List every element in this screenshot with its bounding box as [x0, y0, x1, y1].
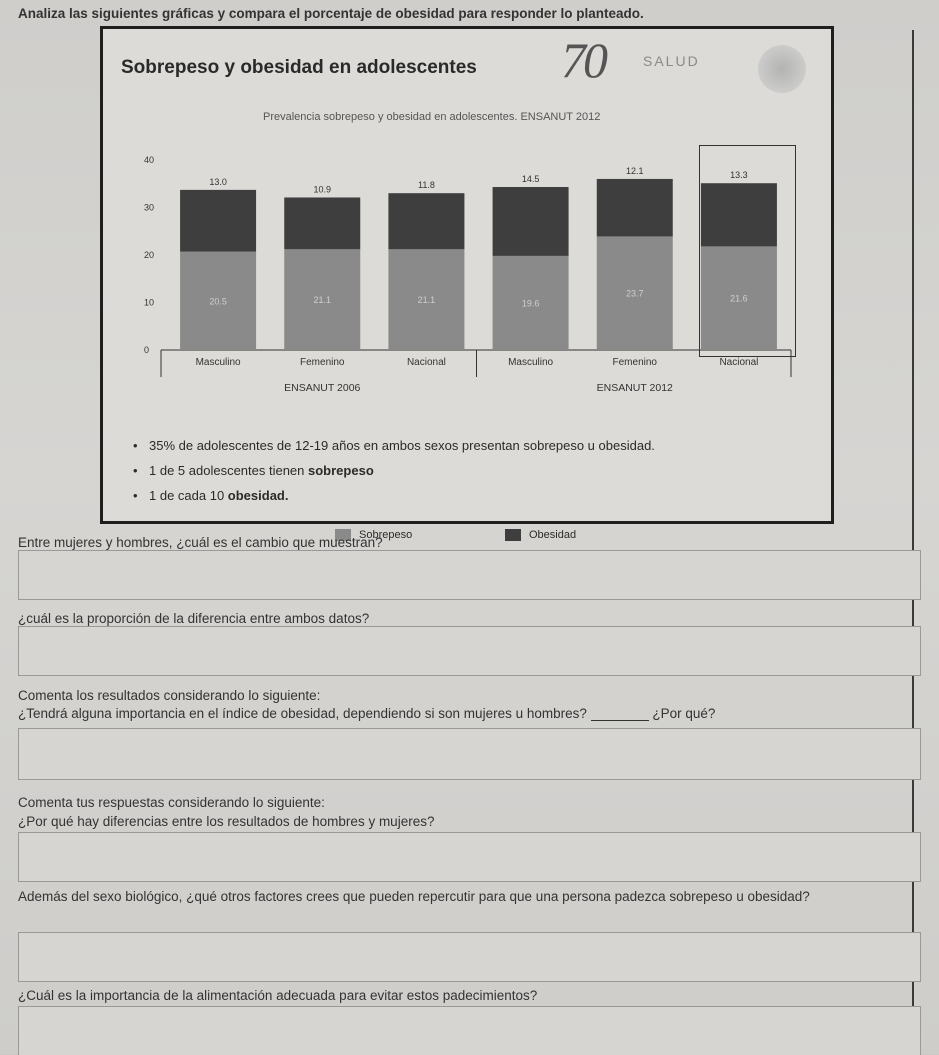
- question-5: Además del sexo biológico, ¿qué otros factores crees que pueden repercutir para que una persona padezca sobrepeso u obesidad?: [18, 889, 810, 904]
- bar-obesidad: [284, 197, 360, 249]
- infographic-title: Sobrepeso y obesidad en adolescentes: [121, 57, 477, 78]
- answer-box-5[interactable]: [18, 932, 921, 982]
- category-label: Masculino: [508, 357, 554, 368]
- answer-blank[interactable]: [591, 708, 649, 721]
- instruction-text: Analiza las siguientes gráficas y compara el porcentaje de obesidad para responder lo planteado.: [18, 6, 644, 21]
- data-label-sobrepeso: 23.7: [625, 288, 644, 299]
- answer-box-6[interactable]: [18, 1006, 921, 1055]
- data-label-obesidad: 13.3: [730, 170, 748, 181]
- bar-obesidad: [597, 179, 673, 236]
- y-tick-label: 20: [144, 250, 155, 260]
- y-tick-label: 10: [144, 297, 155, 308]
- category-label: Masculino: [195, 357, 241, 368]
- y-tick-label: 40: [144, 155, 155, 165]
- answer-box-2[interactable]: [18, 626, 921, 676]
- data-label-obesidad: 14.5: [521, 174, 540, 185]
- group-label: ENSANUT 2006: [284, 382, 361, 394]
- highlight-frame-nacional-2012: [699, 145, 796, 357]
- data-label-obesidad: 13.0: [209, 176, 227, 187]
- government-seal-icon: [758, 45, 806, 93]
- bar-obesidad: [388, 193, 464, 249]
- data-label-sobrepeso: 21.6: [730, 293, 748, 304]
- bar-obesidad: [493, 187, 569, 256]
- legend-swatch-obesidad: [505, 529, 521, 541]
- bullet-item: • 1 de cada 10 obesidad.: [133, 483, 655, 508]
- data-label-sobrepeso: 21.1: [417, 295, 436, 306]
- data-label-obesidad: 10.9: [313, 184, 332, 195]
- question-3: ¿Tendrá alguna importancia en el índice de obesidad, dependiendo si son mujeres u hombres? ¿Por qué?: [18, 706, 716, 721]
- salud-logo-text: SALUD: [643, 53, 700, 69]
- category-label: Femenino: [300, 357, 345, 368]
- question-2: ¿cuál es la proporción de la diferencia entre ambos datos?: [18, 611, 370, 626]
- answer-box-4[interactable]: [18, 832, 921, 882]
- question-1: Entre mujeres y hombres, ¿cuál es el cambio que muestran?: [18, 535, 383, 550]
- infographic-box: [100, 26, 834, 541]
- category-label: Nacional: [719, 357, 759, 368]
- question-4: ¿Por qué hay diferencias entre los resultados de hombres y mujeres?: [18, 814, 435, 829]
- chart-subtitle: Prevalencia sobrepeso y obesidad en adolescentes. ENSANUT 2012: [263, 111, 601, 123]
- chart-legend: [335, 529, 755, 549]
- data-label-obesidad: 11.8: [417, 180, 435, 191]
- y-tick-label: 30: [144, 202, 155, 213]
- bullet-item: • 1 de 5 adolescentes tienen sobrepeso: [133, 458, 655, 483]
- data-label-obesidad: 12.1: [625, 165, 644, 176]
- bullet-item: • 35% de adolescentes de 12-19 años en ambos sexos presentan sobrepeso u obesidad.: [133, 433, 655, 458]
- category-label: Femenino: [612, 357, 657, 368]
- answer-box-1[interactable]: [18, 550, 921, 600]
- y-tick-label: 0: [144, 345, 150, 355]
- question-6: ¿Cuál es la importancia de la alimentación adecuada para evitar estos padecimientos?: [18, 988, 538, 1003]
- data-label-sobrepeso: 19.6: [521, 298, 540, 309]
- data-label-sobrepeso: 21.1: [313, 295, 332, 306]
- legend-label-sobrepeso: Sobrepeso: [359, 529, 413, 541]
- question-3-intro: Comenta los resultados considerando lo siguiente:: [18, 688, 321, 703]
- question-4-intro: Comenta tus respuestas considerando lo siguiente:: [18, 795, 325, 810]
- data-label-sobrepeso: 20.5: [209, 296, 227, 307]
- category-label: Nacional: [406, 357, 446, 368]
- legend-label-obesidad: Obesidad: [529, 529, 577, 541]
- seventy-years-logo: 70: [561, 32, 605, 88]
- legend-item-obesidad: [505, 529, 576, 541]
- group-label: ENSANUT 2012: [596, 382, 673, 394]
- bar-obesidad: [180, 190, 256, 252]
- answer-box-3[interactable]: [18, 728, 921, 780]
- summary-bullets: [133, 433, 655, 508]
